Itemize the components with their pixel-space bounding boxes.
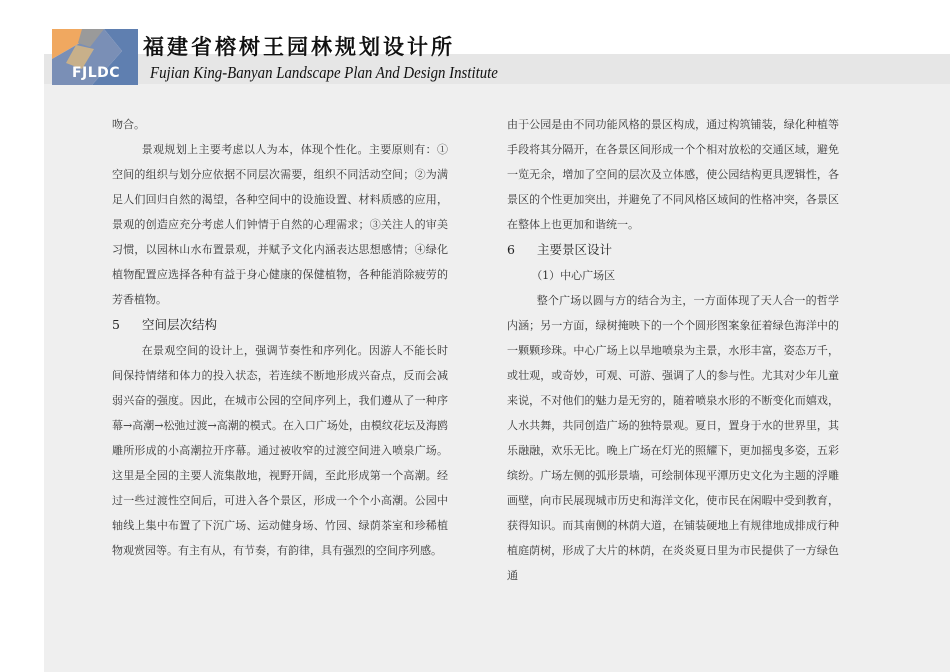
right-text-column	[507, 112, 839, 588]
institute-name-chinese: 福建省榕树王园林规划设计所	[143, 34, 455, 59]
section-heading-5	[112, 312, 448, 338]
paragraph: 景观规划上主要考虑以人为本，体现个性化。主要原则有：①空间的组织与划分应依据不同层次需要，组织不同活动空间；②为满足人们回归自然的渴望，各种空间中的设施设置、材料质感的应用，景观的创造应充分考虑人们钟情于自然的心理需求；③关注人的审美习惯，以园林山水布置景观，并赋予文化内涵表达思想感情；④绿化植物配置应选择各种有益于身心健康的保健植物，各种能消除疲劳的芳香植物。	[112, 143, 448, 306]
section-heading-6	[507, 237, 839, 263]
subsection-heading: （1）中心广场区	[531, 269, 616, 282]
paragraph: 由于公园是由不同功能风格的景区构成，通过构筑铺装，绿化种植等手段将其分隔开，在各景区间形成一个个相对放松的交通区域，避免一览无余，增加了空间的层次及立体感，使公园结构更具逻辑性，各景区的个性更加突出，并避免了不同风格区域间的性格冲突，各景区在整体上也更加和谐统一。	[507, 118, 839, 231]
section-number: 6	[507, 242, 515, 257]
logo-text: FJLDC	[71, 65, 121, 81]
institute-name-english: Fujian King-Banyan Landscape Plan And Design Institute	[150, 63, 498, 82]
institute-logo	[52, 29, 138, 85]
section-number: 5	[112, 317, 120, 332]
section-title: 主要景区设计	[537, 242, 613, 257]
left-text-column	[112, 112, 448, 563]
section-title: 空间层次结构	[142, 317, 218, 332]
paragraph: 吻合。	[112, 118, 145, 131]
paragraph: 整个广场以圆与方的结合为主，一方面体现了天人合一的哲学内涵；另一方面，绿树掩映下的一个个圆形图案象征着绿色海洋中的一颗颗珍珠。中心广场上以旱地喷泉为主景，水形丰富，姿态万千，或壮观，或奇妙，可观、可游、强调了人的参与性。尤其对少年儿童来说，不对他们的魅力是无穷的，随着喷泉水形的不断变化而嬉戏，人水共舞，共同创造广场的独特景观。夏日，置身于水的世界里，其乐融融，欢乐无比。晚上广场在灯光的照耀下，更加摇曳多姿，五彩缤纷。广场左侧的弧形景墙，可绘制体现平潭历史文化为主题的浮雕画壁，向市民展现城市历史和海洋文化，使市民在闲暇中受到教育，获得知识。而其南侧的林荫大道，在铺装硬地上有规律地成排成行种植庭荫树，形成了大片的林荫，在炎炎夏日里为市民提供了一方绿色通	[507, 294, 839, 582]
left-margin-strip	[0, 0, 44, 672]
paragraph: 在景观空间的设计上，强调节奏性和序列化。因游人不能长时间保持情绪和体力的投入状态，若连续不断地形成兴奋点，反而会减弱兴奋的强度。因此，在城市公园的空间序列上，我们遵从了一种序幕→高潮→松弛过渡→高潮的模式。在入口广场处，由模纹花坛及海鸥雕所形成的小高潮拉开序幕。通过被收窄的过渡空间进入喷泉广场。这里是全园的主要人流集散地，视野开阔，至此形成第一个高潮。经过一些过渡性空间后，可进入各个景区，形成一个个小高潮。公园中轴线上集中布置了下沉广场、运动健身场、竹园、绿荫茶室和珍稀植物观赏园等。有主有从，有节奏，有韵律，具有强烈的空间序列感。	[112, 344, 448, 557]
